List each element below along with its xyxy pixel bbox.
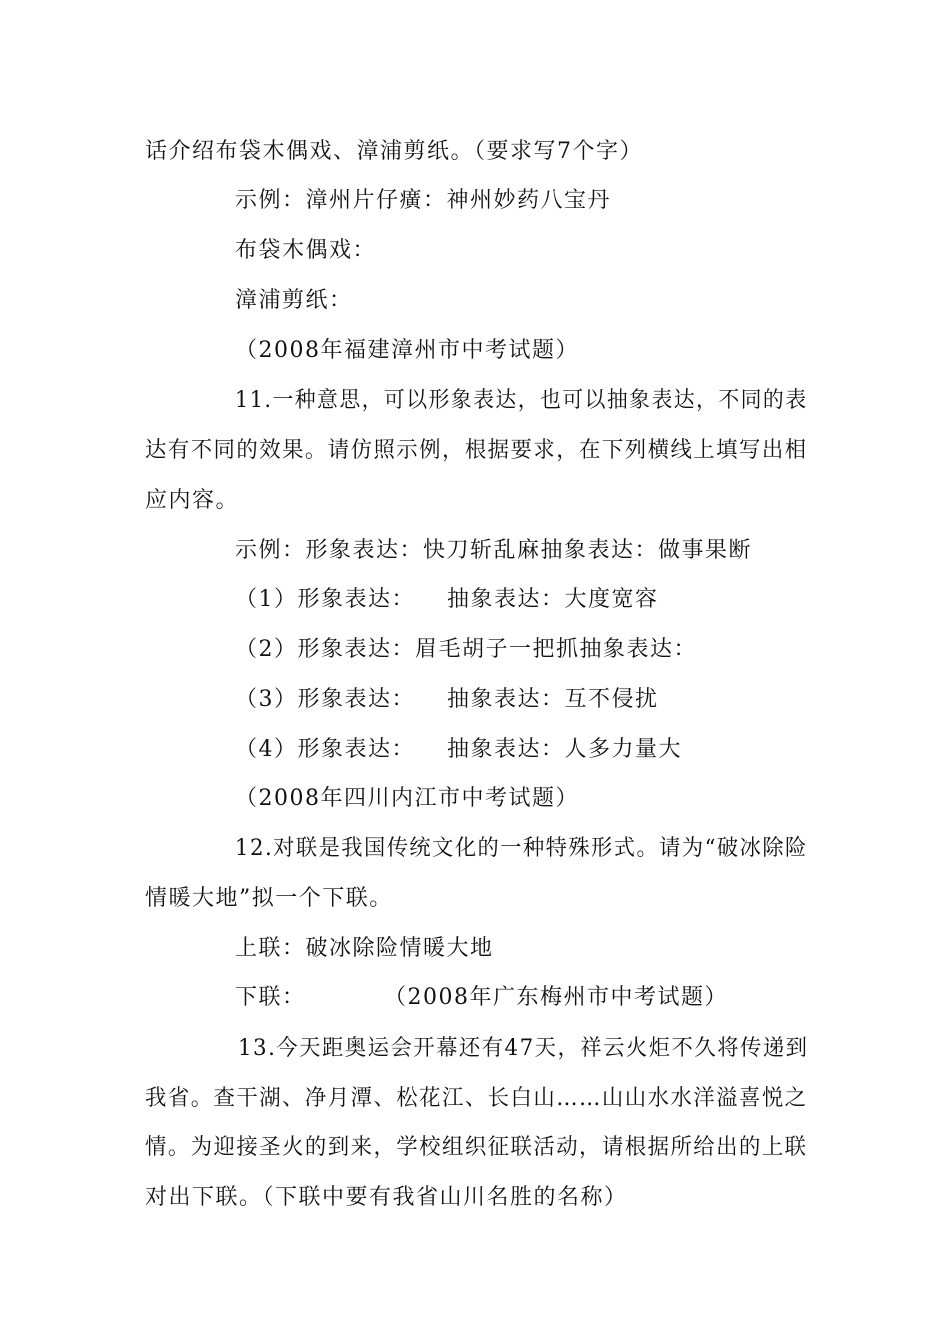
item-2: （2）形象表达：眉毛胡子一把抓抽象表达： [235, 637, 697, 662]
source-note: （2008年广东梅州市中考试题） [384, 985, 728, 1010]
item-1-right: 抽象表达：大度宽容 [447, 587, 659, 612]
source-note: （2008年四川内江市中考试题） [235, 786, 579, 811]
text-line: 对出下联。（下联中要有我省山川名胜的名称） [145, 1185, 628, 1210]
item-1-left: （1）形象表达： [235, 587, 415, 612]
item-4-left: （4）形象表达： [235, 737, 415, 762]
couplet-lower-label: 下联： [235, 985, 306, 1010]
text-line: 情。为迎接圣火的到来，学校组织征联活动，请根据所给出的上联 [145, 1135, 808, 1160]
question-11: 11.一种意思，可以形象表达，也可以抽象表达，不同的表 [235, 388, 808, 413]
couplet-upper: 上联：破冰除险情暖大地 [235, 936, 494, 961]
example-line: 示例：形象表达：快刀斩乱麻抽象表达：做事果断 [235, 538, 753, 563]
text-line: 话介绍布袋木偶戏、漳浦剪纸。（要求写7个字） [145, 139, 643, 164]
example-line: 示例：漳州片仔癀：神州妙药八宝丹 [235, 188, 612, 213]
question-13: 13.今天距奥运会开幕还有47天，祥云火炬不久将传递到 [238, 1036, 809, 1061]
question-12: 12.对联是我国传统文化的一种特殊形式。请为“破冰除险 [235, 836, 808, 861]
answer-prompt: 漳浦剪纸： [235, 288, 353, 313]
item-3-right: 抽象表达：互不侵扰 [447, 687, 659, 712]
text-line: 应内容。 [145, 488, 240, 513]
source-note: （2008年福建漳州市中考试题） [235, 338, 579, 363]
text-line: 情暖大地”拟一个下联。 [145, 886, 393, 911]
item-3-left: （3）形象表达： [235, 687, 415, 712]
text-line: 达有不同的效果。请仿照示例，根据要求，在下列横线上填写出相 [145, 438, 808, 463]
item-4-right: 抽象表达：人多力量大 [447, 737, 683, 762]
answer-prompt: 布袋木偶戏： [235, 238, 377, 263]
text-line: 我省。查干湖、净月潭、松花江、长白山……山山水水洋溢喜悦之 [145, 1086, 808, 1111]
